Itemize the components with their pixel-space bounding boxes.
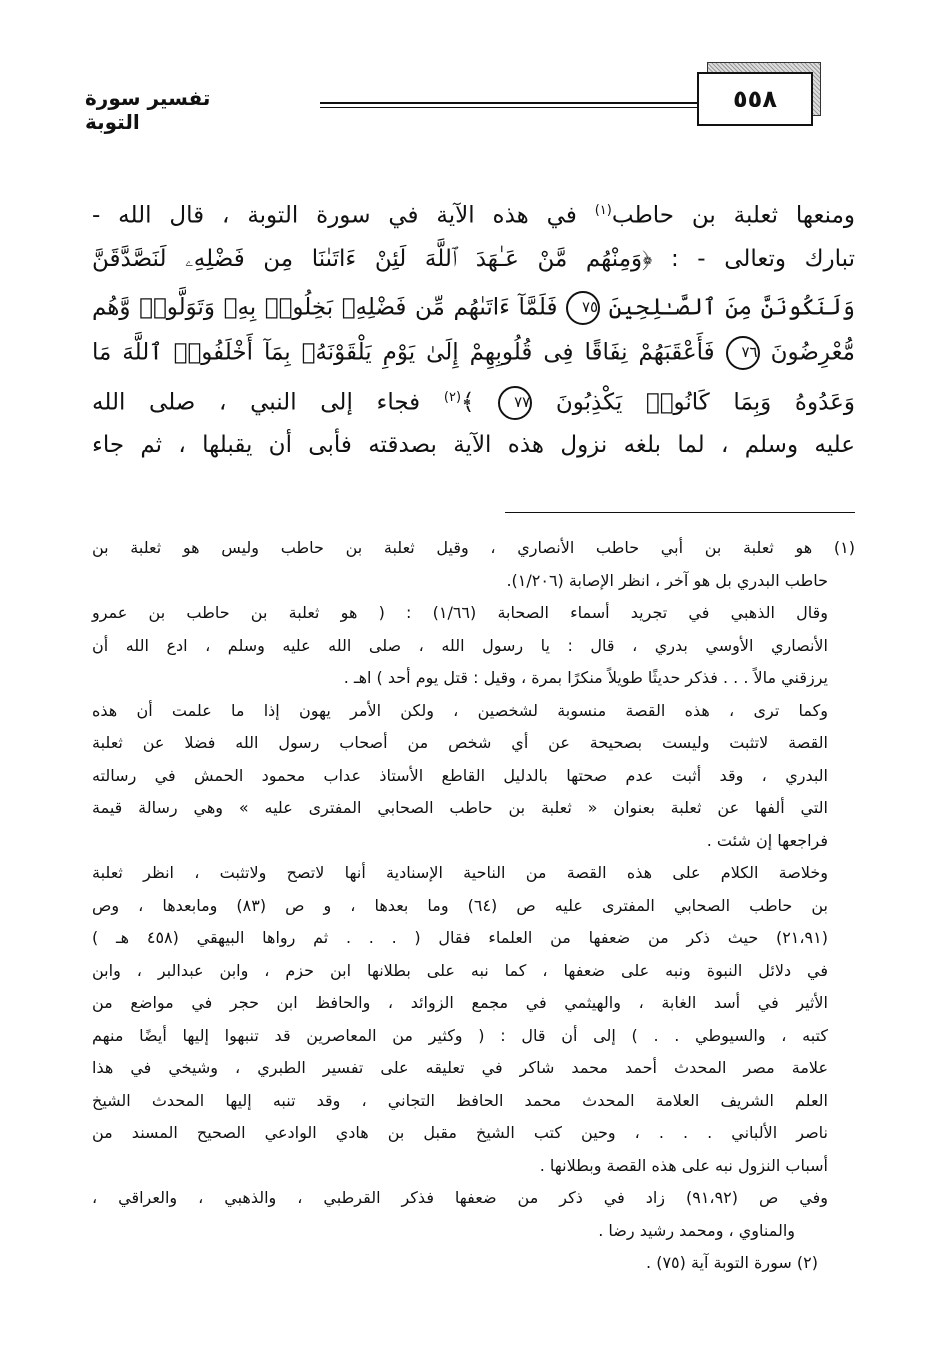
body-line-1 [92, 196, 855, 231]
footnote-line: فراجعها إن شئت . [706, 830, 828, 850]
footnote-line: كتبه ، والسيوطي . . ) إلى أن قال : ( وكثير من المعاصرين قد تنبهوا إليها أيضًا منهم [92, 1025, 828, 1045]
footnote-line: وكما ترى ، هذه القصة منسوبة لشخصين ، ولكن الأمر يهون إذا ما علمت أن هذه [92, 700, 828, 720]
footnote-line: (٢١،٩١) حيث ذكر من ضعفها من العلماء فقال ( . . . ثم رواها البيهقي (٤٥٨ هـ ) [92, 928, 828, 947]
footnote-line: في دلائل النبوة ونبه على ضعفها ، كما نبه على بطلانها ابن حزم ، وابن عبدالبر ، وابن [92, 960, 828, 980]
footnote-line: (١) هو ثعلبة بن أبي حاطب الأنصاري ، وقيل ثعلبة بن حاطب وليس هو ثعلبة بن [92, 538, 855, 557]
quran-text: فَلَمَّآ ءَاتَىٰهُم مِّن فَضْلِهِۦ بَخِلُوا۟ بِهِۦ وَتَوَلَّوا۟ وَّهُم [92, 294, 558, 321]
quran-text: وَعَدُوهُ وَبِمَا كَانُوا۟ يَكْذِبُونَ [555, 389, 855, 416]
footnote-line: وقال الذهبي في تجريد أسماء الصحابة (١/٦٦) : ( هو ثعلبة بن حاطب بن عمرو [92, 603, 828, 622]
quran-text: وَلَنَكُونَنَّ مِنَ ٱلصَّـٰلِحِينَ [608, 294, 855, 321]
footnote-separator [505, 512, 855, 513]
quran-text: فَأَعْقَبَهُمْ نِفَاقًا فِى قُلُوبِهِمْ إِلَىٰ يَوْمِ يَلْقَوْنَهُۥ بِمَآ أَخْلَفُوا۟ ٱللَّهَ مَا [92, 339, 715, 366]
footnote-line: وخلاصة الكلام على هذه القصة من الناحية الإسنادية أنها لاتصح ولاتثبت ، انظر ثعلبة [92, 863, 828, 882]
page-number: ٥٥٨ [697, 72, 813, 126]
footnote-line: علامة مصر المحدث أحمد محمد شاكر في تعليقه على تفسير الطبري ، وشيخي في هذا [92, 1058, 828, 1077]
body-line-6: عليه وسلم ، لما بلغه نزول هذه الآية بصدقته فأبى أن يقبلها ، ثم جاء [92, 432, 855, 458]
body-line-4 [92, 336, 855, 370]
text: تبارك وتعالى - : [670, 246, 856, 272]
footnote-line: يرزقني مالاً . . . فذكر حديثًا طويلاً منكرًا بمرة ، وقيل : قتل يوم أحد ) اهـ . [343, 668, 828, 687]
quran-close-bracket: ﴾ [461, 389, 475, 416]
footnote-line: الأنصاري الأوسي بدري ، قال : يا رسول الله ، صلى الله عليه وسلم ، ادع الله أن [92, 635, 828, 655]
ayah-marker-76: ٧٦ [726, 336, 760, 370]
footnote-line: التي ألفها عن ثعلبة بعنوان « ثعلبة بن حاطب الصحابي المفترى عليه » وهي رسالة قيمة [92, 798, 828, 817]
text: ومنعها ثعلبة بن حاطب [611, 202, 855, 229]
footnote-line: وفي ص (٩١،٩٢) زاد في ذكر من ضعفها فذكر القرطبي ، والذهبي ، والعراقي ، [92, 1188, 829, 1207]
quran-text: ﴿وَمِنْهُم مَّنْ عَـٰهَدَ ٱللَّهَ لَئِنْ ءَاتَىٰنَا مِن فَضْلِهِۦ لَنَصَّدَّقَنَّ [92, 246, 653, 272]
footnote-line: البدري ، وقد أثبت عدم صحتها بالدليل القاطع الأستاذ عداب محمود الحمش في رسالته [92, 765, 828, 785]
footnote-ref-2: (٢) [443, 390, 462, 405]
footnote-line: ناصر الألباني . . . ، وحين كتب الشيخ مقبل بن هادي الوادعي الصحيح المسند من [92, 1123, 828, 1142]
header-rule-thin [320, 107, 697, 108]
footnote-line: حاطب البدري بل هو آخر ، انظر الإصابة (١/٢٠٦). [506, 570, 828, 590]
running-title: تفسير سورة التوبة [85, 86, 211, 134]
footnote-line: الأثير في أسد الغابة ، والهيثمي في مجمع الزوائد ، والحافظ ابن حجر في مواضع من [92, 993, 828, 1012]
footnote-line: العلم الشريف العلامة المحدث محمد الحافظ التجاني ، وقد تنبه إليها المحدث الشيخ [92, 1090, 828, 1110]
text: فجاء إلى النبي ، صلى الله [92, 389, 421, 416]
ayah-marker-75: ٧٥ [566, 291, 600, 325]
body-line-5 [92, 383, 855, 420]
ayah-marker-77: ٧٧ [498, 386, 532, 420]
footnote-ref-1: (١) [594, 203, 612, 218]
footnote-line: (٢) سورة التوبة آية (٧٥) . [646, 1253, 818, 1272]
header-rule [320, 102, 697, 104]
footnote-line: القصة لاتثبت وليست بصحيحة عن أي شخص من أصحاب رسول الله فضلا عن ثعلبة [92, 733, 828, 752]
body-line-2 [92, 244, 855, 274]
footnote-line: بن حاطب الصحابي المفترى عليه ص (٦٤) وما بعدها ، و ص (٨٣) ومابعدها ، وص [92, 895, 828, 915]
text: في هذه الآية في سورة التوبة ، قال الله - [92, 202, 577, 229]
body-line-3 [92, 291, 855, 325]
quran-text: مُّعْرِضُونَ [770, 339, 855, 366]
footnote-line: والمناوي ، ومحمد رشيد رضا . [598, 1220, 795, 1240]
footnote-line: أسباب النزول نبه على هذه القصة وبطلانها . [539, 1155, 828, 1175]
